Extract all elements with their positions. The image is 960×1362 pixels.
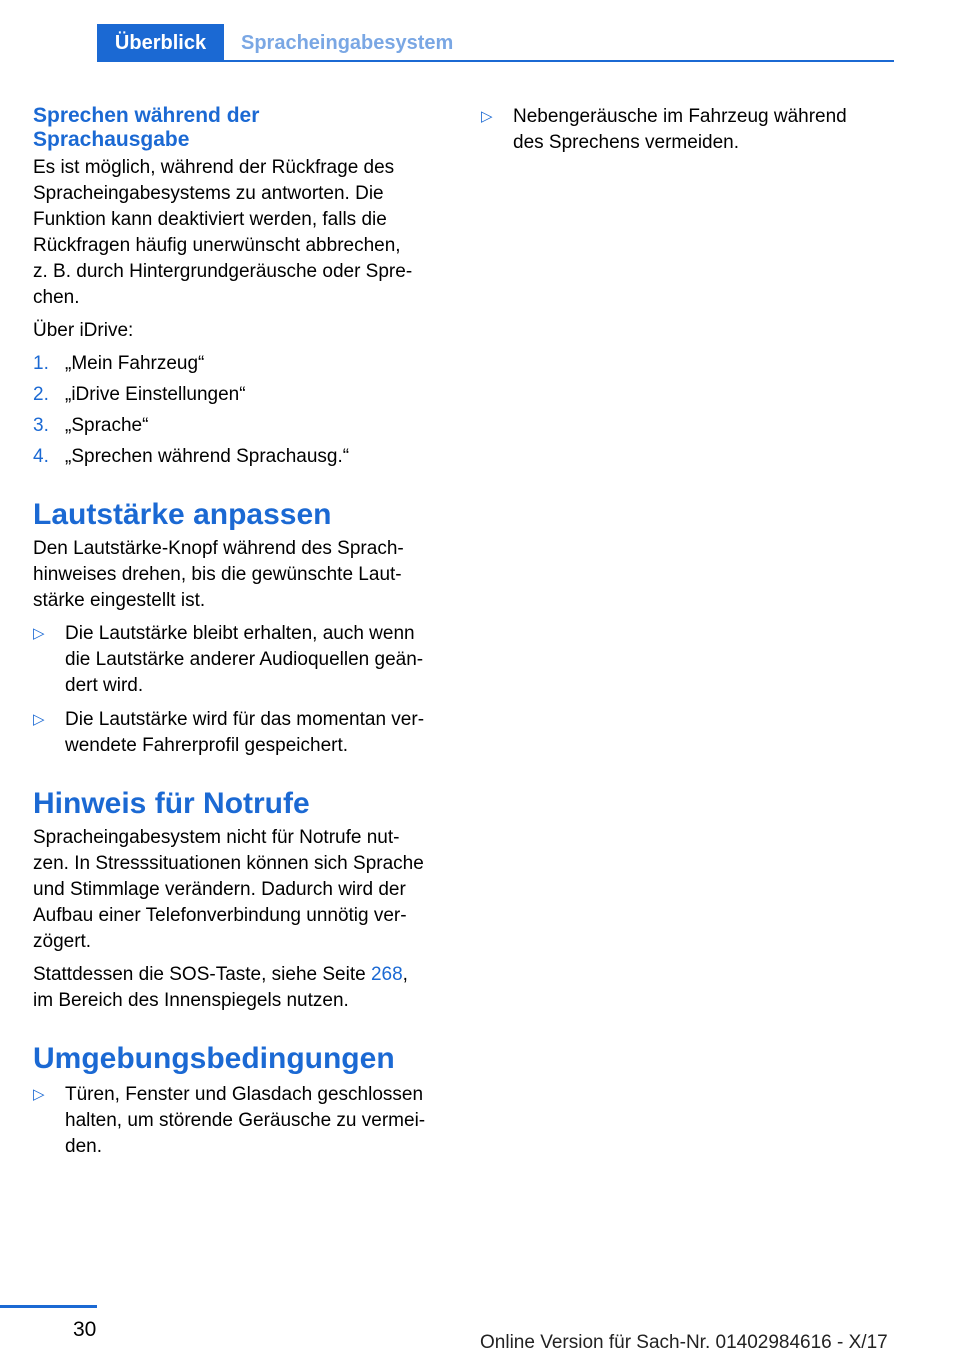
- page-link-268[interactable]: 268: [370, 964, 403, 985]
- step-text: „iDrive Einstellungen“: [65, 384, 246, 405]
- step-text: „Sprechen während Sprachausg.“: [65, 446, 350, 467]
- page-number: 30: [73, 1318, 97, 1341]
- tab-spracheingabesystem[interactable]: Spracheingabesystem: [241, 31, 454, 54]
- left-column: [33, 104, 443, 1168]
- step-text: „Sprache“: [65, 415, 149, 436]
- bullet-item: [33, 1082, 443, 1160]
- step-number: 4.: [33, 446, 49, 467]
- section-title-umgebung: Umgebungsbedingungen: [33, 1042, 395, 1075]
- paragraph-lautstaerke: Den Lautstärke-Knopf während des Sprach‐ hinweises drehen, bis die gewünschte Laut‐ stärke eingestellt ist.: [33, 538, 404, 611]
- right-bullets: [481, 104, 881, 156]
- triangle-right-outline-icon: ▷: [33, 1086, 45, 1103]
- bullet-item: [481, 104, 881, 156]
- bullet-text: Türen, Fenster und Glasdach geschlossen halten, um störende Geräusche zu vermei‐ den.: [65, 1084, 426, 1157]
- step-number: 1.: [33, 353, 49, 374]
- sos-text-end: , im Bereich des Innenspiegels nutzen.: [33, 964, 408, 1011]
- triangle-right-outline-icon: ▷: [33, 711, 45, 728]
- step-number: 3.: [33, 415, 49, 436]
- paragraph-sprechen: Es ist möglich, während der Rückfrage des Spracheingabesystems zu antworten. Die Funktion kann deaktiviert werden, falls die Rückfragen häufig unerwünscht abbrechen, z. B. durch Hintergrundgeräusche oder Spre‐ chen.: [33, 157, 413, 308]
- right-column: [481, 104, 881, 164]
- bullet-text: Die Lautstärke bleibt erhalten, auch wenn die Lautstärke anderer Audioquellen geän‐ dert wird.: [65, 623, 424, 696]
- steps-list: [33, 351, 443, 470]
- bullet-item: [33, 621, 443, 699]
- step-item: [33, 351, 443, 377]
- bullet-item: [33, 707, 443, 759]
- lautstaerke-bullets: [33, 621, 443, 759]
- header-divider: [224, 60, 894, 62]
- footer-divider: [0, 1305, 97, 1308]
- online-version-text: Online Version für Sach-Nr. 01402984616 - X/17: [480, 1332, 888, 1353]
- sos-text-start: Stattdessen die SOS-Taste, siehe Seite: [33, 964, 371, 985]
- step-item: [33, 382, 443, 408]
- paragraph-sos: [33, 962, 443, 1014]
- triangle-right-outline-icon: ▷: [33, 625, 45, 642]
- triangle-right-outline-icon: ▷: [481, 108, 493, 125]
- paragraph-notrufe: Spracheingabesystem nicht für Notrufe nut‐ zen. In Stresssituationen können sich Sprache und Stimmlage verändern. Dadurch wird der Aufbau einer Telefonverbindung unnötig ver‐ zögert.: [33, 827, 424, 952]
- step-item: [33, 413, 443, 439]
- tab-ueberblick[interactable]: Überblick: [97, 24, 224, 62]
- step-text: „Mein Fahrzeug“: [65, 353, 205, 374]
- umgebung-bullets: [33, 1082, 443, 1160]
- step-item: [33, 444, 443, 470]
- section-title-sprechen: Sprechen während der Sprachausgabe: [33, 104, 260, 151]
- step-number: 2.: [33, 384, 49, 405]
- bullet-text: Nebengeräusche im Fahrzeug während des Sprechens vermeiden.: [513, 106, 847, 153]
- section-title-lautstaerke: Lautstärke anpassen: [33, 498, 332, 531]
- paragraph-ueber-idrive: Über iDrive:: [33, 320, 134, 341]
- section-title-notrufe: Hinweis für Notrufe: [33, 787, 310, 820]
- bullet-text: Die Lautstärke wird für das momentan ver‐ wendete Fahrerprofil gespeichert.: [65, 709, 425, 756]
